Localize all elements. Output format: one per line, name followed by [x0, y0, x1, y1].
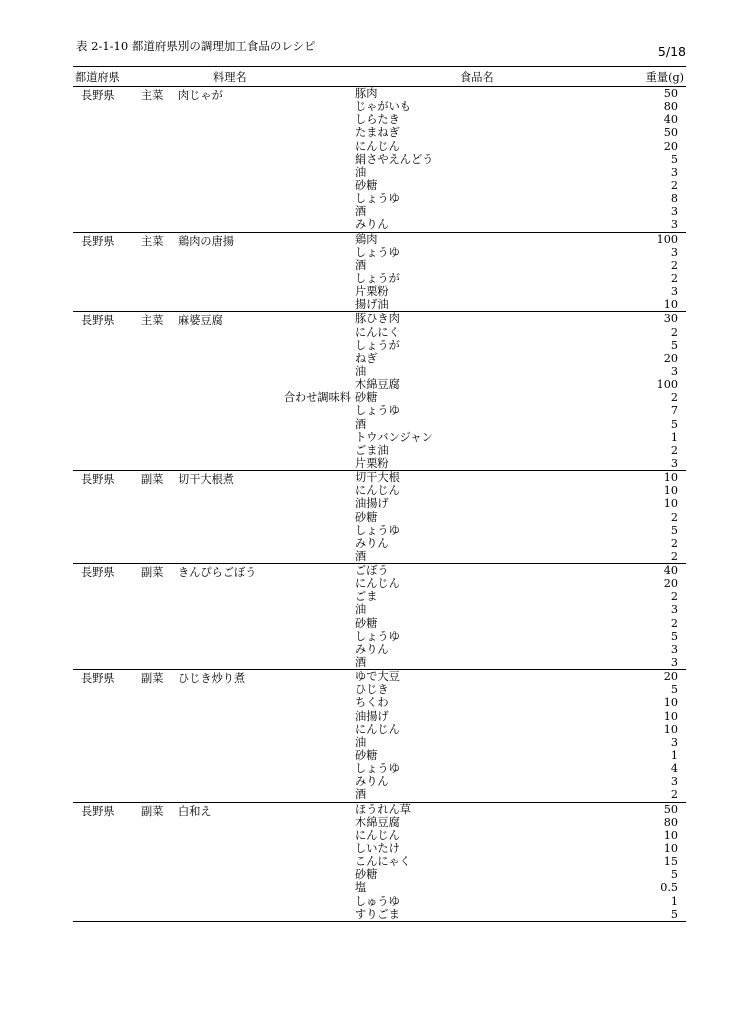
ingredient-weight: 3 — [670, 775, 678, 789]
header-weight: 重量(g) — [645, 71, 684, 84]
ingredient-name: みりん — [355, 218, 389, 232]
ingredient-name: 砂糖 — [355, 510, 378, 524]
ingredient-row — [73, 816, 686, 829]
ingredient-name: 酒 — [355, 258, 367, 272]
ingredient-row — [73, 775, 686, 788]
ingredient-name: トウバンジャン — [355, 430, 433, 444]
ingredient-name: 酒 — [355, 417, 367, 431]
ingredient-name: 砂糖 — [355, 616, 378, 630]
ingredient-row — [73, 564, 686, 577]
ingredient-row — [73, 788, 686, 801]
ingredient-name: 砂糖 — [355, 178, 378, 192]
ingredient-row — [73, 179, 686, 192]
recipe-category: 主菜 — [141, 314, 164, 328]
ingredient-row — [73, 326, 686, 339]
ingredient-weight: 10 — [663, 298, 678, 312]
ingredient-row — [73, 418, 686, 431]
ingredient-weight: 40 — [663, 564, 678, 578]
ingredient-weight: 2 — [670, 391, 678, 405]
recipe-dish-name: 切干大根煮 — [178, 473, 234, 487]
ingredient-name: しいたけ — [355, 842, 400, 856]
ingredient-name: みりん — [355, 642, 389, 656]
ingredient-subgroup: 合わせ調味料 — [283, 391, 351, 405]
ingredient-name: ゆで大豆 — [355, 670, 400, 684]
ingredient-row — [73, 497, 686, 510]
ingredient-row — [73, 723, 686, 736]
ingredient-row — [73, 339, 686, 352]
ingredient-row — [73, 710, 686, 723]
ingredient-weight: 3 — [670, 603, 678, 617]
recipe-prefecture: 長野県 — [81, 804, 115, 818]
ingredient-name: ほうれん草 — [355, 802, 411, 816]
ingredient-name: しょうゆ — [355, 523, 400, 537]
ingredient-weight: 20 — [663, 577, 678, 591]
ingredient-row — [73, 87, 686, 100]
ingredient-name: 砂糖 — [355, 749, 378, 763]
recipe-category: 主菜 — [141, 89, 164, 102]
ingredient-row — [73, 153, 686, 166]
ingredient-row — [73, 192, 686, 205]
ingredient-name: 油揚げ — [355, 497, 389, 511]
ingredient-row — [73, 908, 686, 921]
ingredient-row — [73, 643, 686, 656]
ingredient-row — [73, 113, 686, 126]
ingredient-name: しょうゆ — [355, 404, 400, 418]
ingredient-row — [73, 842, 686, 855]
ingredient-row — [73, 205, 686, 218]
ingredient-weight: 30 — [663, 312, 678, 326]
ingredient-weight: 10 — [663, 722, 678, 736]
ingredient-row — [73, 100, 686, 113]
recipe-dish-name: 白和え — [178, 804, 212, 818]
ingredient-name: しゅうゆ — [355, 894, 400, 908]
ingredient-row — [73, 352, 686, 365]
recipe-group — [73, 233, 686, 313]
ingredient-weight: 2 — [670, 549, 678, 563]
ingredient-weight: 2 — [670, 258, 678, 272]
recipe-group — [73, 471, 686, 564]
recipe-group — [73, 312, 686, 471]
recipe-category: 副菜 — [141, 804, 164, 818]
ingredient-weight: 2 — [670, 510, 678, 524]
ingredient-row — [73, 868, 686, 881]
ingredient-row — [73, 603, 686, 616]
ingredient-name: ひじき — [355, 683, 389, 697]
recipe-category: 主菜 — [141, 234, 164, 248]
header-food-name: 食品名 — [460, 71, 494, 84]
ingredient-row — [73, 881, 686, 894]
ingredient-weight: 10 — [663, 497, 678, 511]
ingredient-name: 油揚げ — [355, 709, 389, 723]
ingredient-row — [73, 431, 686, 444]
ingredient-row — [73, 656, 686, 669]
recipe-prefecture: 長野県 — [81, 566, 115, 580]
table-body — [73, 87, 686, 922]
page-number: 5/18 — [657, 44, 686, 59]
ingredient-weight: 10 — [663, 709, 678, 723]
ingredient-row — [73, 696, 686, 709]
ingredient-row — [73, 829, 686, 842]
recipe-category: 副菜 — [141, 672, 164, 686]
recipe-prefecture: 長野県 — [81, 473, 115, 487]
ingredient-row — [73, 471, 686, 484]
ingredient-row — [73, 312, 686, 325]
ingredient-row — [73, 895, 686, 908]
recipe-dish-name: きんぴらごぼう — [178, 566, 257, 580]
ingredient-weight: 1 — [670, 749, 678, 763]
ingredient-row — [73, 457, 686, 470]
ingredient-row — [73, 484, 686, 497]
ingredient-row — [73, 736, 686, 749]
ingredient-name: 砂糖 — [355, 868, 378, 882]
recipe-group — [73, 564, 686, 670]
ingredient-weight: 10 — [663, 696, 678, 710]
ingredient-name: にんじん — [355, 139, 400, 153]
ingredient-name: みりん — [355, 775, 389, 789]
ingredient-row — [73, 246, 686, 259]
ingredient-weight: 100 — [656, 378, 678, 392]
ingredient-weight: 2 — [670, 325, 678, 339]
ingredient-weight: 10 — [663, 828, 678, 842]
recipe-prefecture: 長野県 — [81, 314, 115, 328]
ingredient-name: ちくわ — [355, 696, 389, 710]
ingredient-weight: 50 — [663, 802, 678, 816]
ingredient-row — [73, 550, 686, 563]
recipe-group — [73, 670, 686, 802]
ingredient-name: 絹さやえんどう — [355, 152, 434, 166]
ingredient-name: にんじん — [355, 484, 400, 498]
ingredient-name: 酒 — [355, 549, 367, 563]
ingredient-row — [73, 524, 686, 537]
recipe-dish-name: 肉じゃが — [178, 89, 223, 102]
ingredient-weight: 40 — [663, 113, 678, 127]
recipe-dish-name: ひじき炒り煮 — [178, 672, 246, 686]
table-header — [73, 66, 686, 87]
recipe-dish-name: 鶏肉の唐揚 — [178, 234, 234, 248]
ingredient-name: みりん — [355, 536, 389, 550]
header-dish-name: 料理名 — [213, 71, 247, 84]
ingredient-name: 豚ひき肉 — [355, 312, 400, 326]
ingredient-row — [73, 683, 686, 696]
ingredient-weight: 5 — [670, 338, 678, 352]
ingredient-weight: 3 — [670, 245, 678, 259]
ingredient-name: 油 — [355, 364, 367, 378]
ingredient-weight: 2 — [670, 443, 678, 457]
ingredient-weight: 20 — [663, 670, 678, 684]
ingredient-name: しょうゆ — [355, 192, 400, 206]
ingredient-row — [73, 762, 686, 775]
ingredient-name: ごま — [355, 590, 378, 604]
ingredient-row — [73, 404, 686, 417]
ingredient-weight: 10 — [663, 842, 678, 856]
ingredient-name: じゃがいも — [355, 100, 411, 114]
ingredient-name: にんじん — [355, 577, 400, 591]
ingredient-name: しょうゆ — [355, 245, 400, 259]
ingredient-weight: 50 — [663, 87, 678, 100]
ingredient-name: しらたき — [355, 113, 400, 127]
ingredient-weight: 20 — [663, 351, 678, 365]
ingredient-weight: 2 — [670, 590, 678, 604]
ingredient-row — [73, 140, 686, 153]
ingredient-name: 豚肉 — [355, 87, 378, 100]
ingredient-name: ごま油 — [355, 443, 389, 457]
ingredient-row — [73, 444, 686, 457]
ingredient-weight: 1 — [670, 430, 678, 444]
ingredient-row — [73, 233, 686, 246]
ingredient-name: 油 — [355, 603, 367, 617]
ingredient-row — [73, 298, 686, 311]
ingredient-row — [73, 126, 686, 139]
ingredient-row — [73, 285, 686, 298]
header-prefecture: 都道府県 — [75, 71, 120, 84]
ingredient-weight: 3 — [670, 285, 678, 299]
ingredient-weight: 2 — [670, 271, 678, 285]
ingredient-name: 鶏肉 — [355, 232, 378, 246]
ingredient-name: 油 — [355, 165, 367, 179]
ingredient-weight: 10 — [663, 471, 678, 485]
ingredient-weight: 3 — [670, 364, 678, 378]
ingredient-weight: 3 — [670, 656, 678, 670]
ingredient-weight: 5 — [670, 683, 678, 697]
ingredient-name: すりごま — [355, 907, 400, 921]
ingredient-row — [73, 365, 686, 378]
ingredient-weight: 80 — [663, 815, 678, 829]
recipe-category: 副菜 — [141, 566, 164, 580]
ingredient-weight: 5 — [670, 523, 678, 537]
ingredient-name: しょうゆ — [355, 629, 400, 643]
ingredient-weight: 8 — [670, 192, 678, 206]
ingredient-row — [73, 166, 686, 179]
ingredient-row — [73, 511, 686, 524]
ingredient-name: 片栗粉 — [355, 285, 389, 299]
ingredient-weight: 2 — [670, 788, 678, 802]
ingredient-name: ねぎ — [355, 351, 378, 365]
ingredient-row — [73, 749, 686, 762]
ingredient-weight: 0.5 — [660, 881, 678, 895]
ingredient-name: 揚げ油 — [355, 298, 389, 312]
ingredient-row — [73, 259, 686, 272]
ingredient-name: 切干大根 — [355, 471, 400, 485]
recipe-prefecture: 長野県 — [81, 672, 115, 686]
ingredient-name: 酒 — [355, 788, 367, 802]
ingredient-name: にんにく — [355, 325, 400, 339]
ingredient-weight: 80 — [663, 100, 678, 114]
ingredient-row — [73, 855, 686, 868]
ingredient-row — [73, 391, 686, 404]
table-caption: 表 2-1-10 都道府県別の調理加工食品のレシピ — [76, 39, 316, 53]
ingredient-weight: 3 — [670, 218, 678, 232]
ingredient-row — [73, 803, 686, 816]
ingredient-weight: 50 — [663, 126, 678, 140]
recipe-dish-name: 麻婆豆腐 — [178, 314, 223, 328]
ingredient-row — [73, 272, 686, 285]
recipe-group — [73, 87, 686, 233]
ingredient-name: 酒 — [355, 656, 367, 670]
recipe-prefecture: 長野県 — [81, 89, 115, 102]
ingredient-name: こんにゃく — [355, 855, 411, 869]
ingredient-row — [73, 378, 686, 391]
ingredient-weight: 3 — [670, 642, 678, 656]
recipe-table — [73, 66, 686, 922]
ingredient-weight: 15 — [663, 855, 678, 869]
ingredient-weight: 20 — [663, 139, 678, 153]
ingredient-name: しょうが — [355, 338, 400, 352]
ingredient-weight: 3 — [670, 165, 678, 179]
ingredient-name: 木綿豆腐 — [355, 815, 400, 829]
ingredient-weight: 7 — [670, 404, 678, 418]
ingredient-name: にんじん — [355, 828, 400, 842]
ingredient-weight: 2 — [670, 616, 678, 630]
ingredient-name: しょうが — [355, 271, 400, 285]
ingredient-name: 塩 — [355, 881, 367, 895]
ingredient-weight: 5 — [670, 907, 678, 921]
ingredient-row — [73, 218, 686, 231]
ingredient-row — [73, 630, 686, 643]
ingredient-weight: 100 — [656, 232, 678, 246]
ingredient-weight: 5 — [670, 152, 678, 166]
ingredient-weight: 3 — [670, 735, 678, 749]
ingredient-weight: 10 — [663, 484, 678, 498]
ingredient-row — [73, 617, 686, 630]
ingredient-weight: 5 — [670, 868, 678, 882]
ingredient-weight: 1 — [670, 894, 678, 908]
ingredient-weight: 3 — [670, 205, 678, 219]
ingredient-name: 片栗粉 — [355, 456, 389, 470]
ingredient-weight: 5 — [670, 417, 678, 431]
ingredient-weight: 2 — [670, 536, 678, 550]
recipe-group — [73, 803, 686, 922]
ingredient-row — [73, 590, 686, 603]
ingredient-weight: 4 — [670, 762, 678, 776]
ingredient-row — [73, 577, 686, 590]
ingredient-row — [73, 670, 686, 683]
ingredient-name: 砂糖 — [355, 391, 378, 405]
ingredient-name: にんじん — [355, 722, 400, 736]
ingredient-name: たまねぎ — [355, 126, 400, 140]
ingredient-name: しょうゆ — [355, 762, 400, 776]
ingredient-row — [73, 537, 686, 550]
ingredient-name: ごぼう — [355, 564, 389, 578]
ingredient-name: 木綿豆腐 — [355, 378, 400, 392]
recipe-prefecture: 長野県 — [81, 234, 115, 248]
ingredient-name: 酒 — [355, 205, 367, 219]
ingredient-name: 油 — [355, 735, 367, 749]
recipe-category: 副菜 — [141, 473, 164, 487]
ingredient-weight: 3 — [670, 456, 678, 470]
ingredient-weight: 5 — [670, 629, 678, 643]
ingredient-weight: 2 — [670, 178, 678, 192]
